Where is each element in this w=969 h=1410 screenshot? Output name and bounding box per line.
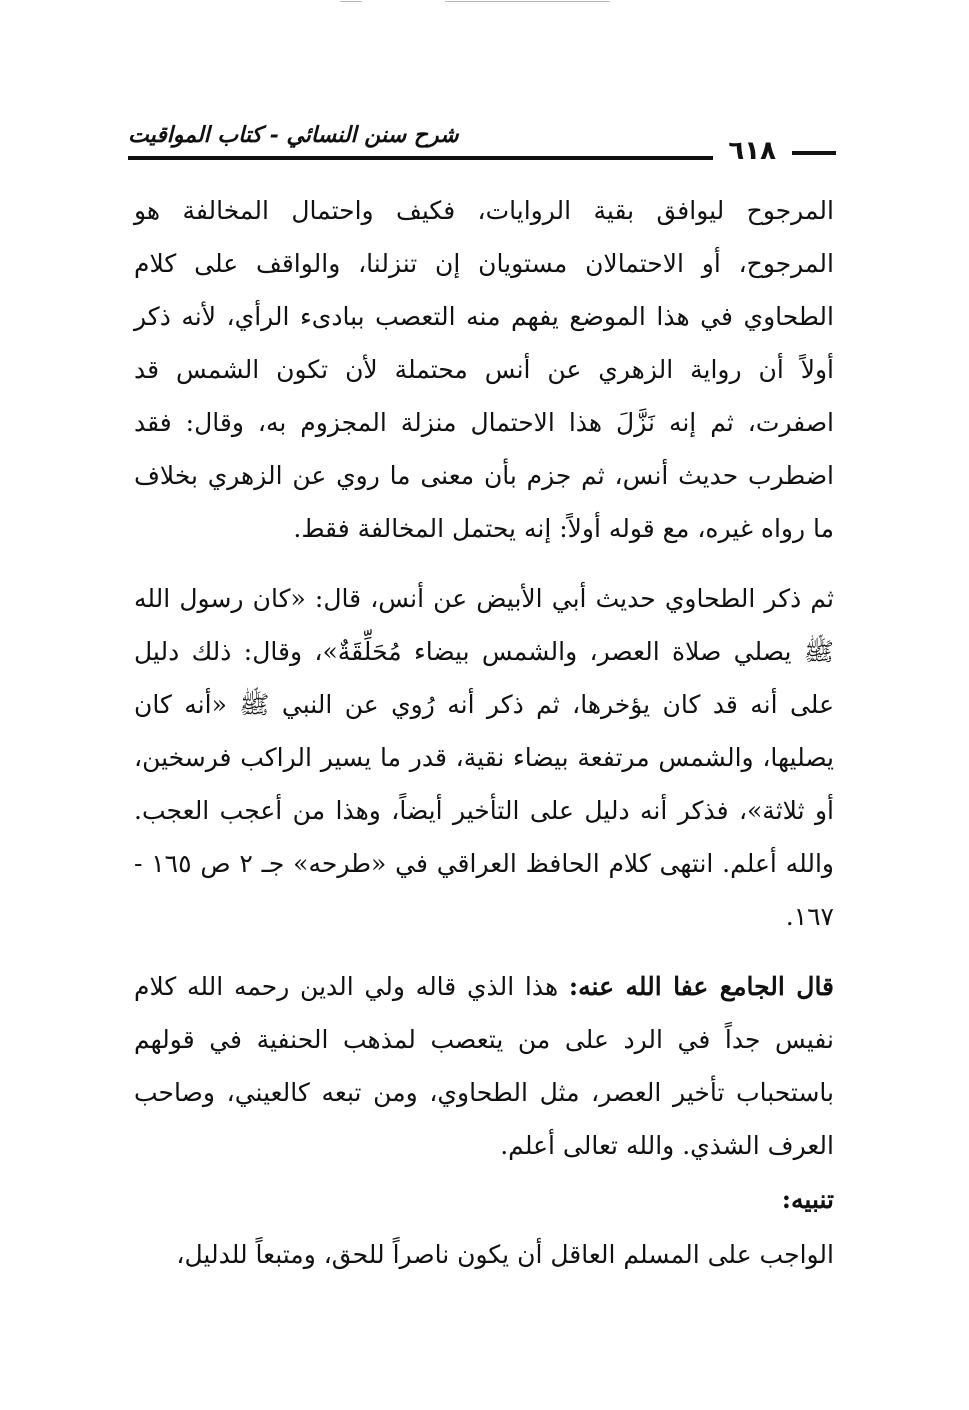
paragraph-2-text: ثم ذكر الطحاوي حديث أبي الأبيض عن أنس، قال: «كان رسول الله ﷺ يصلي صلاة العصر، والشمس بيضاء مُحَلِّقَةٌ»، وقال: ذلك دليل على أنه قد كان يؤخرها، ثم ذكر أنه رُوي عن النبي ﷺ «أنه كان يصليها، والشمس مرتفعة بيضاء نقية، قدر ما يسير الراكب فرسخين، أو ثلاثة»، فذكر أنه دليل على التأخير أيضاً، وهذا من أعجب العجب. والله أعلم. انتهى كلام الحافظ العراقي في «طرحه» جـ ٢ ص ١٦٥ - ١٦٧. [134,584,834,931]
paragraph-3-body [134,960,834,1172]
note-text: الواجب على المسلم العاقل أن يكون ناصراً للحق، ومتبعاً للدليل، [176,1240,834,1269]
page-number: ٦١٨ [728,136,776,166]
page-number-dash [792,151,836,155]
paragraph-1 [134,184,834,555]
paragraph-3-text: هذا الذي قاله ولي الدين رحمه الله كلام نفيس جداً في الرد على من يتعصب لمذهب الحنفية في قولهم باستحباب تأخير العصر، مثل الطحاوي، ومن تبعه كالعيني، وصاحب العرف الشذي. والله تعالى أعلم. [134,972,834,1160]
paragraph-3-lead: قال الجامع عفا الله عنه: [568,972,835,1001]
header-rule [128,156,713,160]
paragraph-1-text: المرجوح ليوافق بقية الروايات، فكيف واحتمال المخالفة هو المرجوح، أو الاحتمالان مستويان إن تنزلنا، والواقف على كلام الطحاوي في هذا الموضع يفهم منه التعصب ببادىء الرأي، لأنه ذكر أولاً أن رواية الزهري عن أنس محتملة لأن تكون الشمس قد اصفرت، ثم إنه نَزَّلَ هذا الاحتمال منزلة المجزوم به، وقال: فقد اضطرب حديث أنس، ثم جزم بأن معنى ما روي عن الزهري بخلاف ما رواه غيره، مع قوله أولاً: إنه يحتمل المخالفة فقط. [134,196,834,543]
running-title: شرح سنن النسائي - كتاب المواقيت [128,122,459,148]
paragraph-2 [134,572,834,943]
scan-marks [340,0,610,4]
paragraph-4 [174,1228,834,1281]
note-heading: تنبيه: [781,1185,834,1214]
page-header [128,118,836,164]
paragraph-3 [134,960,834,1172]
